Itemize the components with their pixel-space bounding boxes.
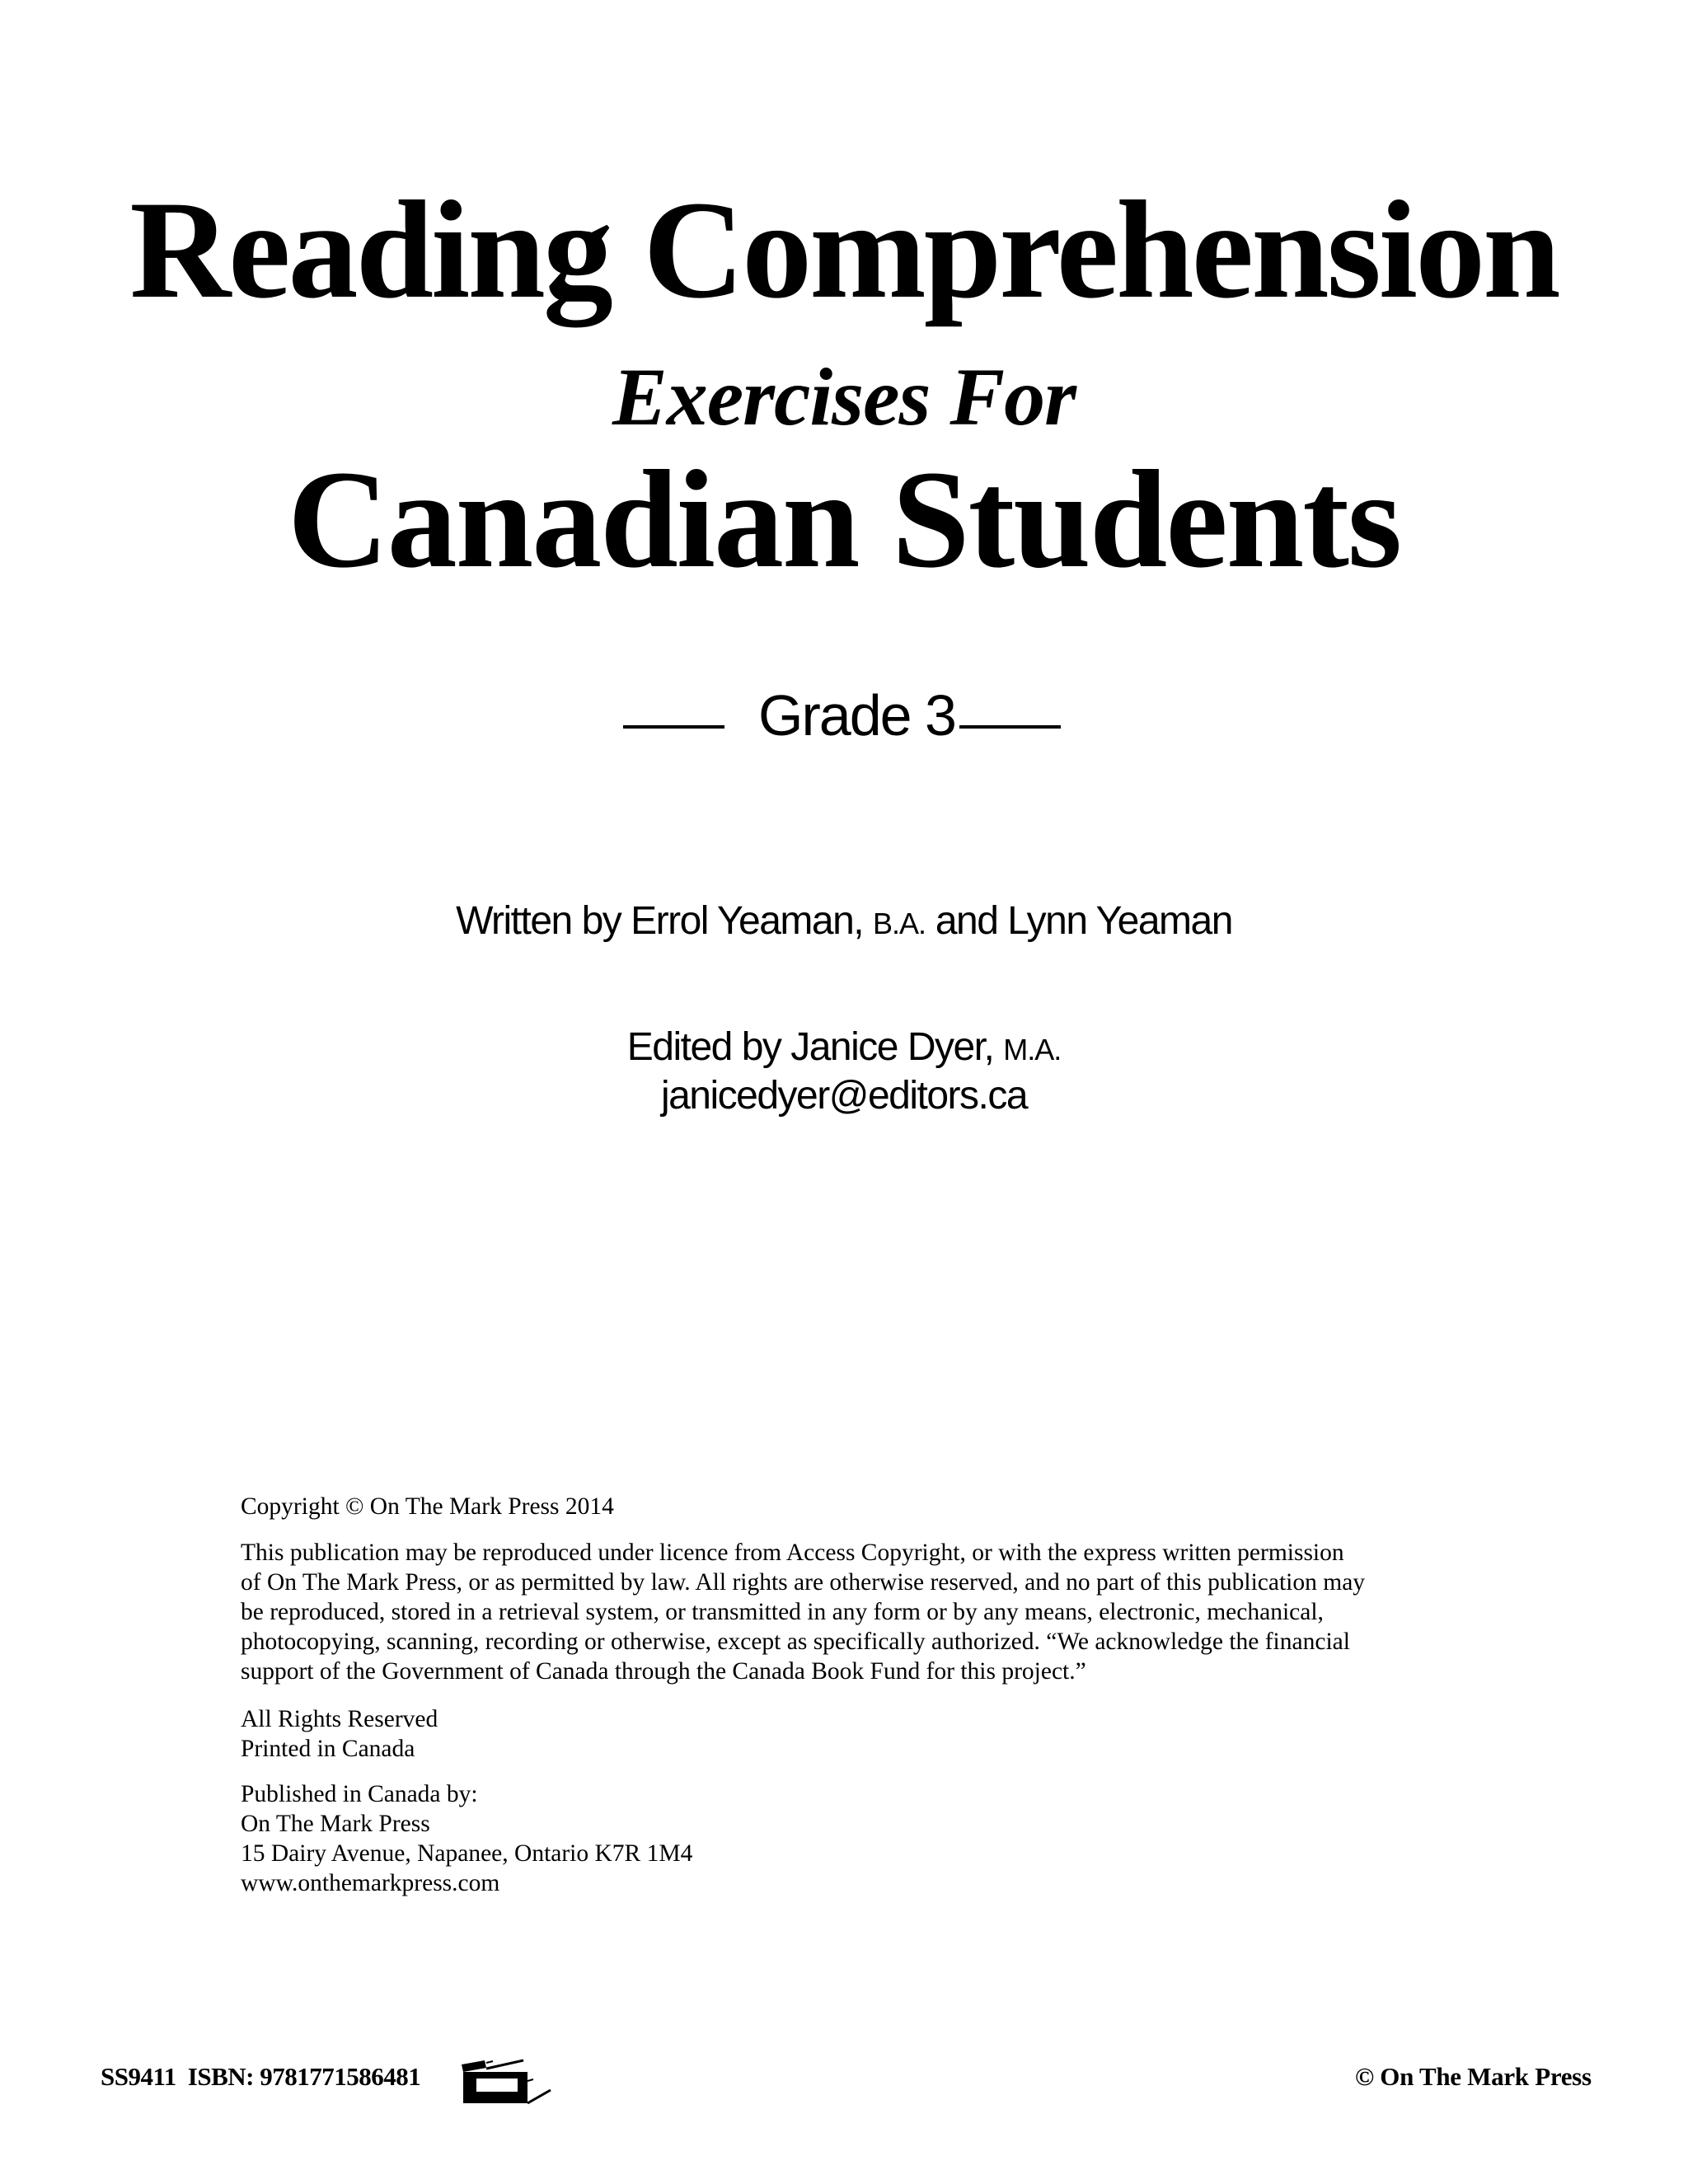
editor-email: janicedyer@editors.ca (660, 1074, 1028, 1118)
licence-line: be reproduced, stored in a retrieval system, or transmitted in any form or by any means, electronic, mechanical, (241, 1599, 1324, 1625)
author-degree: B.A. (872, 907, 926, 940)
copyright-text: Copyright © On The Mark Press 2014 (241, 1493, 614, 1520)
publisher-line: 15 Dairy Avenue, Napanee, Ontario K7R 1M4 (241, 1840, 693, 1867)
grade-rule-left (623, 725, 724, 729)
publisher-website: www.onthemarkpress.com (241, 1870, 500, 1896)
footer-publisher-mark: © On The Mark Press (1355, 2062, 1592, 2091)
licence-paragraph (241, 1538, 1411, 1686)
book-title: Reading Comprehension (129, 172, 1559, 327)
author-credit (0, 898, 1688, 947)
product-code: SS9411 (101, 2062, 176, 2091)
editor-degree: M.A. (1003, 1033, 1062, 1066)
licence-line: photocopying, scanning, recording or otherwise, except as specifically authorized. “We acknowledge the financial (241, 1629, 1350, 1655)
rights-line: Printed in Canada (241, 1736, 415, 1762)
grade-label: Grade 3 (758, 683, 955, 748)
editor-credit (0, 1024, 1688, 1073)
photocopier-icon (453, 2048, 556, 2106)
rights-line: All Rights Reserved (241, 1706, 438, 1732)
isbn: ISBN: 9781771586481 (187, 2062, 421, 2091)
licence-line: This publication may be reproduced under licence from Access Copyright, or with the express written permission (241, 1540, 1344, 1566)
editor-credit-prefix: Edited by Janice Dyer, (626, 1025, 994, 1069)
book-audience: Canadian Students (287, 442, 1401, 597)
publisher-block (241, 1779, 1411, 1898)
licence-line: of On The Mark Press, or as permitted by law. All rights are otherwise reserved, and no part of this publication may (241, 1569, 1366, 1596)
licence-line: support of the Government of Canada through the Canada Book Fund for this project.” (241, 1658, 1086, 1685)
grade-rule-right (959, 725, 1061, 729)
copyright-line (241, 1492, 1411, 1521)
author-credit-prefix: Written by Errol Yeaman, (456, 899, 864, 943)
book-subtitle: Exercises For (612, 351, 1076, 443)
publisher-line: On The Mark Press (241, 1811, 430, 1837)
publisher-line: Published in Canada by: (241, 1781, 478, 1807)
rights-block (241, 1704, 1411, 1764)
author-credit-suffix: and Lynn Yeaman (935, 899, 1232, 943)
footer-product-info (101, 2062, 420, 2092)
